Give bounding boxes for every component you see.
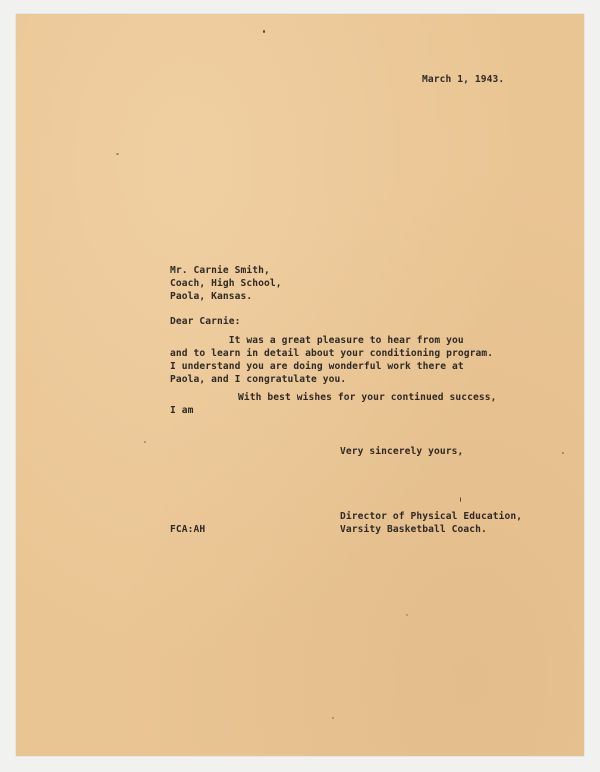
- paper-speck: [332, 717, 334, 719]
- letter-date: March 1, 1943.: [422, 74, 505, 85]
- paper-speck: [263, 30, 265, 33]
- signature-title-line: Varsity Basketball Coach.: [340, 524, 487, 535]
- i-am-line: I am: [170, 405, 194, 416]
- body-line: It was a great pleasure to hear from you: [170, 335, 464, 346]
- recipient-title: Coach, High School,: [170, 278, 282, 289]
- complimentary-close: Very sincerely yours,: [340, 446, 464, 457]
- signature-title-line: Director of Physical Education,: [340, 511, 523, 522]
- paper-speck: [460, 497, 461, 502]
- recipient-name: Mr. Carnie Smith,: [170, 265, 270, 276]
- body-line: Paola, and I congratulate you.: [170, 374, 347, 385]
- letter-page: [16, 14, 584, 756]
- paper-speck: [406, 614, 408, 616]
- paper-speck: [144, 441, 146, 443]
- salutation: Dear Carnie:: [170, 316, 241, 327]
- paper-speck: [116, 153, 119, 155]
- closing-wish: With best wishes for your continued success,: [238, 392, 497, 403]
- paper-speck: [562, 452, 564, 454]
- body-line: I understand you are doing wonderful work there at: [170, 361, 464, 372]
- body-line: and to learn in detail about your conditioning program.: [170, 348, 494, 359]
- reference-initials: FCA:AH: [170, 524, 206, 535]
- recipient-city: Paola, Kansas.: [170, 291, 253, 302]
